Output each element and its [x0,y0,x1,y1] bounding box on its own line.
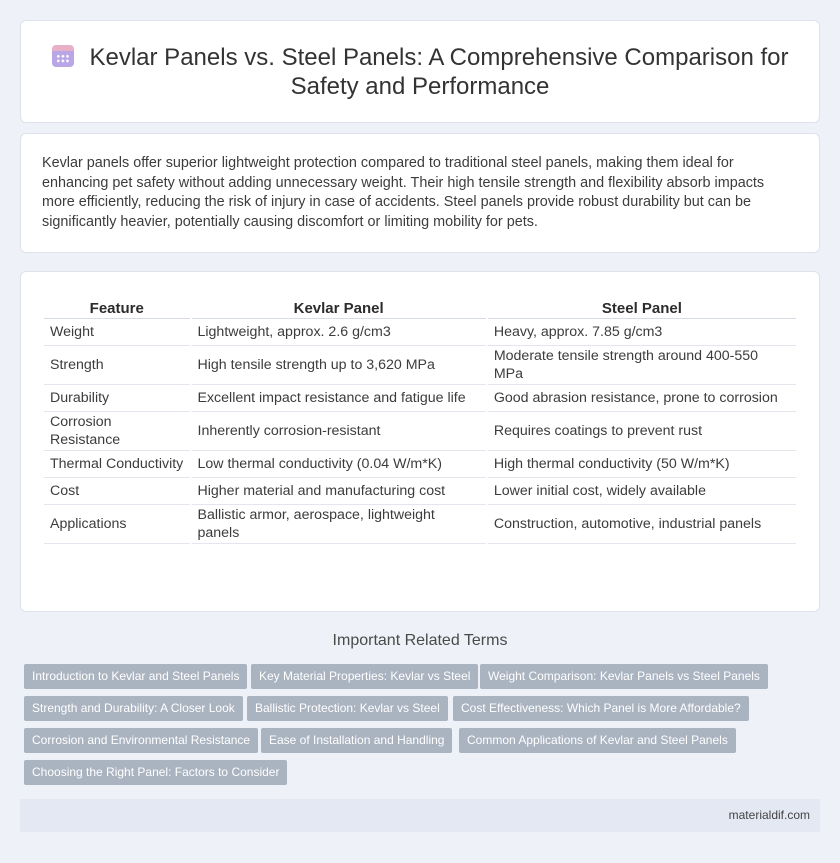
table-row [44,505,796,544]
related-tag[interactable]: Strength and Durability: A Closer Look [24,696,243,721]
row-kevlar-value: Lightweight, approx. 2.6 g/cm3 [192,319,486,346]
related-tag[interactable]: Corrosion and Environmental Resistance [24,728,258,753]
table-row [44,478,796,505]
related-tag[interactable]: Ease of Installation and Handling [261,728,452,753]
title-line-2: Safety and Performance [290,73,550,100]
related-tag[interactable]: Cost Effectiveness: Which Panel is More Affordable? [453,696,749,721]
calendar-grid-icon [51,45,75,67]
row-kevlar-value: High tensile strength up to 3,620 MPa [192,346,486,385]
row-steel-value: Lower initial cost, widely available [488,478,796,505]
row-steel-value: Construction, automotive, industrial panels [488,505,796,544]
comparison-table-card [20,271,820,612]
title-card [20,20,820,123]
table-row [44,346,796,385]
row-feature: Durability [44,385,190,412]
intro-paragraph: Kevlar panels offer superior lightweight protection compared to traditional steel panels, making them ideal for enhancing pet safety without adding unnecessary weight. Their high tensile strength and flexibility absorb impacts more efficiently, reducing the risk of injury in case of accidents. Steel panels provide robust durability but can be significantly heavier, potentially causing discomfort or limiting mobility for pets. [42,155,765,230]
header-steel: Steel Panel [488,297,796,319]
row-steel-value: Moderate tensile strength around 400-550 MPa [488,346,796,385]
related-terms-title: Important Related Terms [332,632,508,649]
row-kevlar-value: Inherently corrosion-resistant [192,412,486,451]
row-feature: Applications [44,505,190,544]
row-feature: Corrosion Resistance [44,412,190,451]
row-steel-value: Good abrasion resistance, prone to corrosion [488,385,796,412]
table-row [44,385,796,412]
row-kevlar-value: Higher material and manufacturing cost [192,478,486,505]
row-steel-value: High thermal conductivity (50 W/m*K) [488,451,796,478]
row-kevlar-value: Ballistic armor, aerospace, lightweight panels [192,505,486,544]
page-title [21,43,819,101]
row-steel-value: Requires coatings to prevent rust [488,412,796,451]
related-tag[interactable]: Introduction to Kevlar and Steel Panels [24,664,247,689]
comparison-table [42,297,798,544]
footer-bar [20,799,820,832]
related-tag[interactable]: Common Applications of Kevlar and Steel Panels [459,728,736,753]
header-kevlar: Kevlar Panel [192,297,486,319]
title-line-1: Kevlar Panels vs. Steel Panels: A Comprehensive Comparison for [89,44,789,71]
header-feature: Feature [44,297,190,319]
table-header-row [44,297,796,319]
related-tag[interactable]: Weight Comparison: Kevlar Panels vs Steel Panels [480,664,768,689]
row-kevlar-value: Excellent impact resistance and fatigue life [192,385,486,412]
related-tag[interactable]: Choosing the Right Panel: Factors to Consider [24,760,287,785]
footer-site-link[interactable]: materialdif.com [728,808,810,822]
row-kevlar-value: Low thermal conductivity (0.04 W/m*K) [192,451,486,478]
row-feature: Cost [44,478,190,505]
table-row [44,451,796,478]
row-feature: Strength [44,346,190,385]
intro-card [20,133,820,253]
table-row [44,412,796,451]
related-tag[interactable]: Key Material Properties: Kevlar vs Steel [251,664,478,689]
table-row [44,319,796,346]
row-steel-value: Heavy, approx. 7.85 g/cm3 [488,319,796,346]
row-feature: Weight [44,319,190,346]
row-feature: Thermal Conductivity [44,451,190,478]
related-tag[interactable]: Ballistic Protection: Kevlar vs Steel [247,696,448,721]
